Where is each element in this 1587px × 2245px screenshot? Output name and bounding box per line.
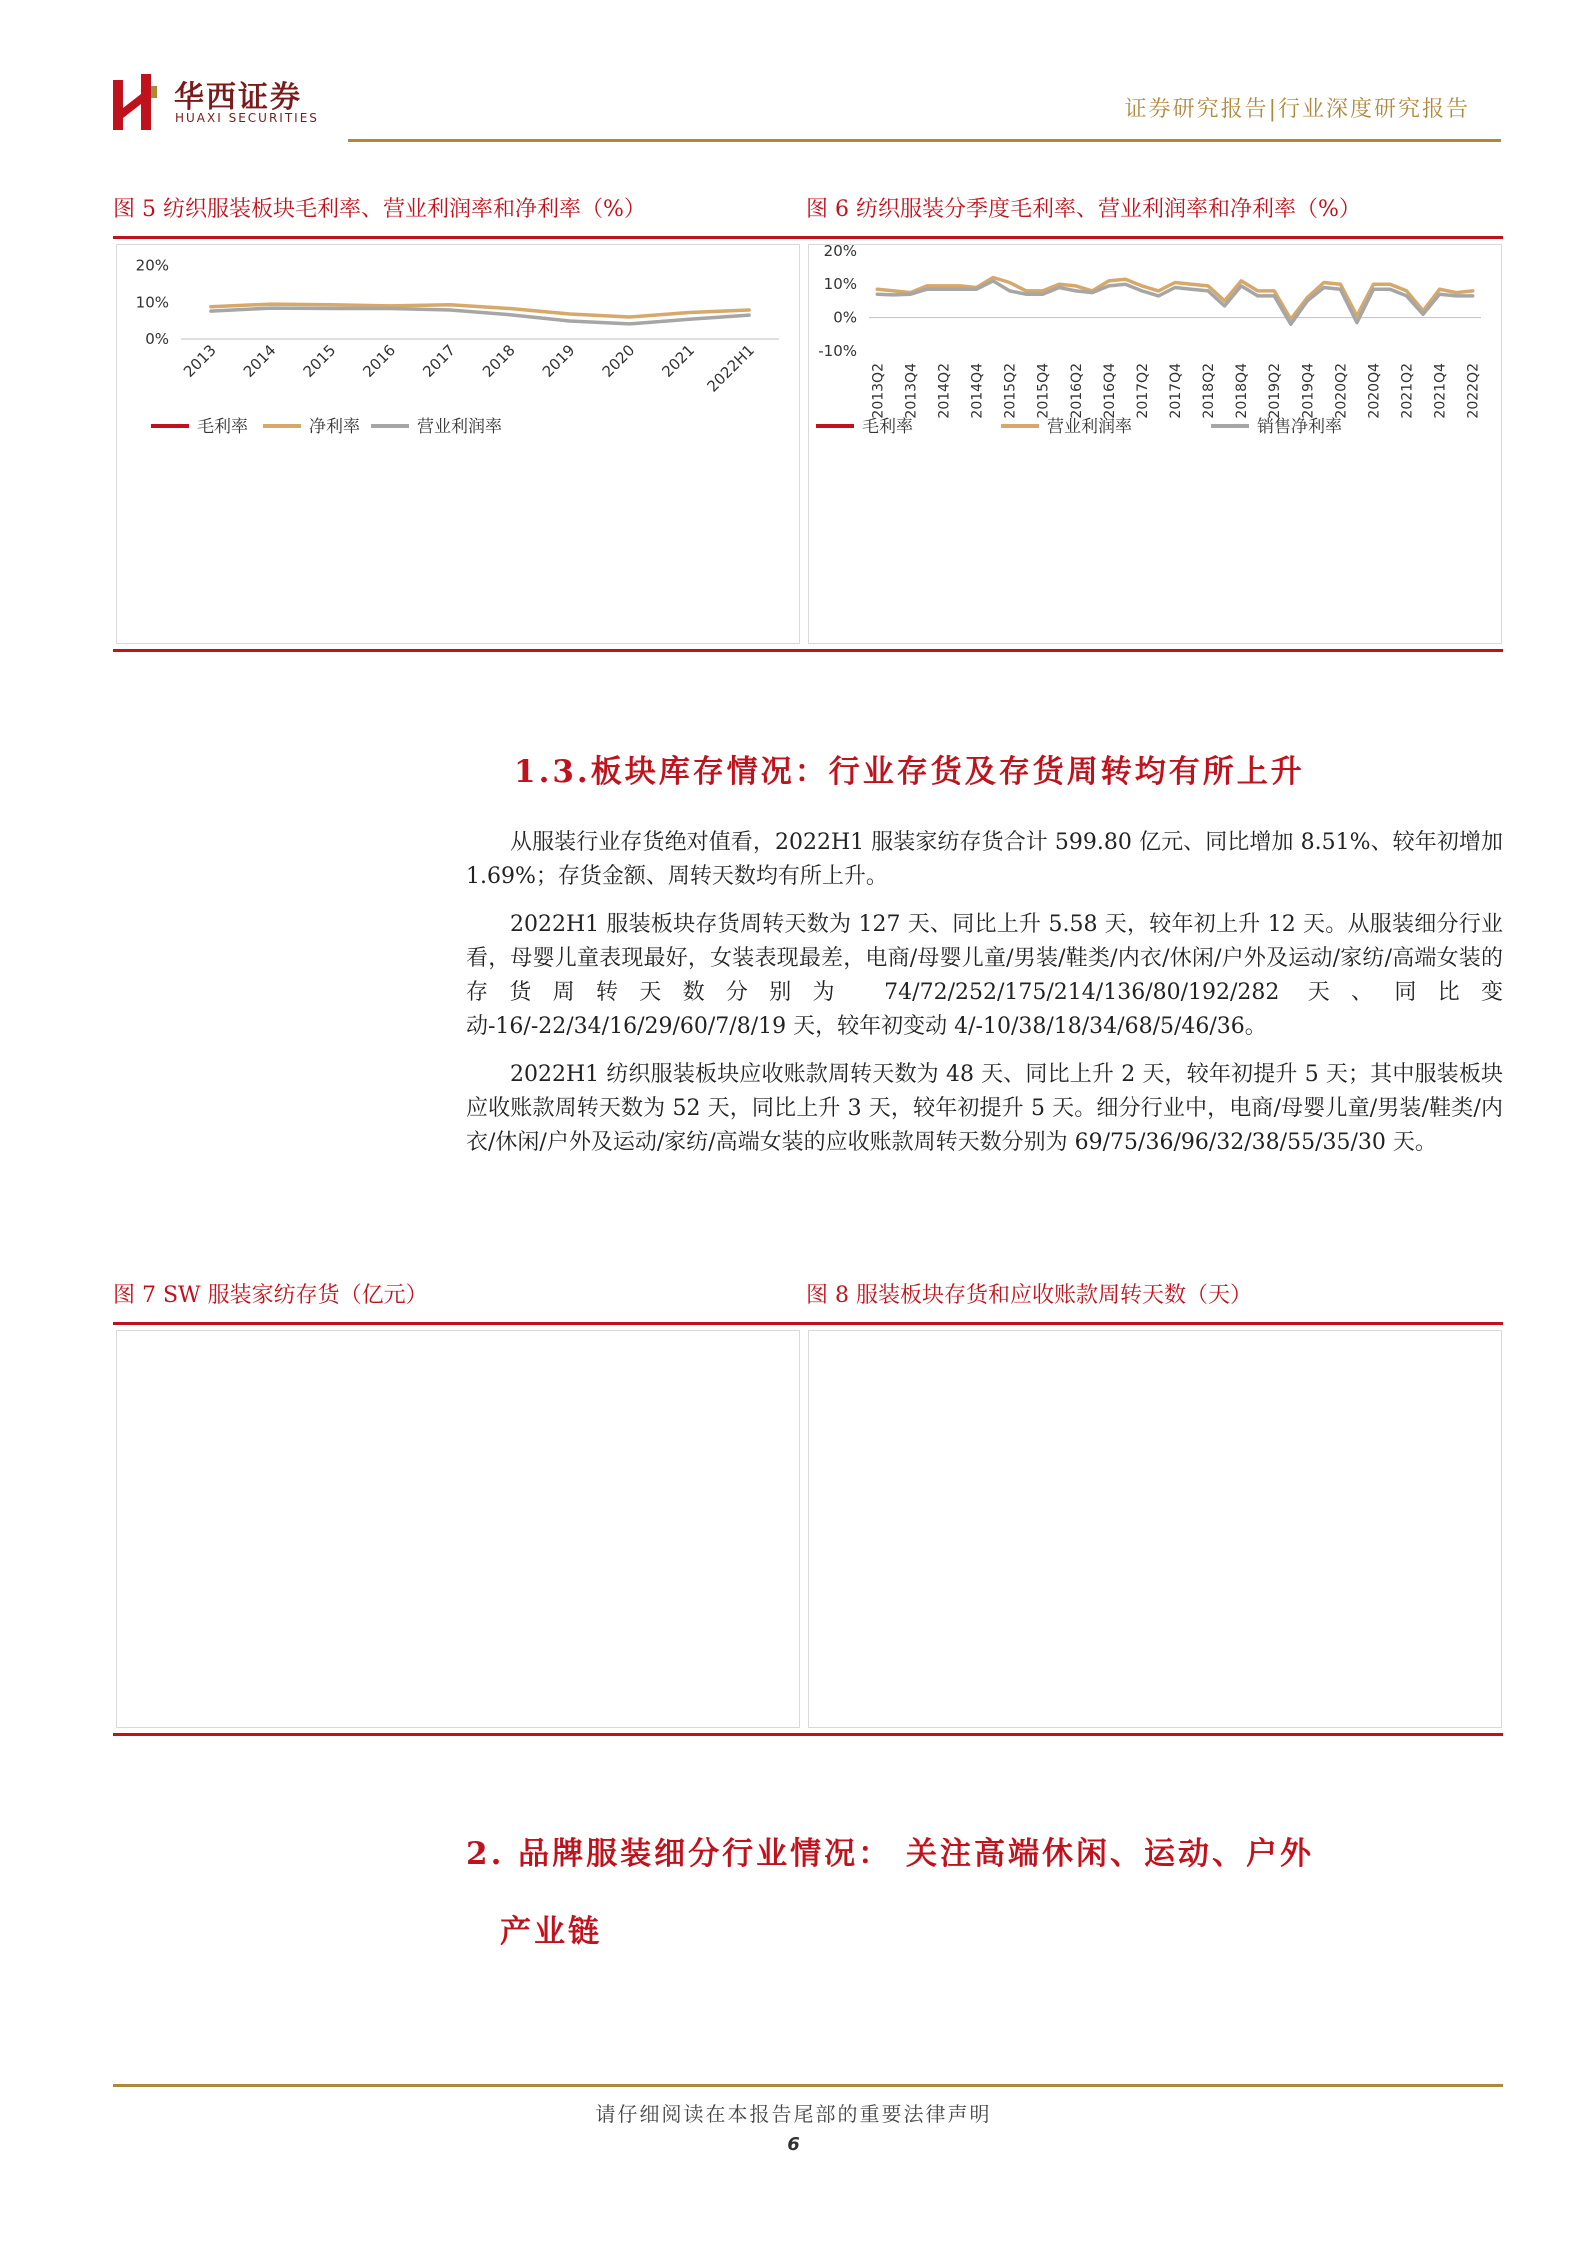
x-tick-label: 2020Q2 [1333,363,1350,419]
x-tick-label: 2021Q2 [1399,363,1416,419]
fig8-title: 图 8 服装板块存货和应收账款周转天数（天） [806,1283,1252,1308]
brand-name: 华西证券 [174,80,302,115]
x-tick-label: 2018Q4 [1234,363,1251,419]
legend-label: 营业利润率 [417,417,502,437]
x-tick-label: 2019Q2 [1267,363,1284,419]
x-tick-label: 2021 [658,341,699,381]
x-tick-label: 2020 [598,341,639,381]
y-tick-label: 0% [833,308,857,327]
x-tick-label: 2014Q4 [969,363,986,419]
y-tick-label: 10% [823,275,857,294]
footer-divider [113,2084,1503,2087]
x-tick-label: 2017 [419,341,459,381]
fig7-panel [116,1330,800,1728]
y-tick-label: 20% [135,256,169,275]
x-tick-label: 2015Q2 [1002,363,1019,419]
fig7-title: 图 7 SW 服装家纺存货（亿元） [113,1283,428,1308]
y-tick-label: 20% [823,245,857,260]
x-tick-label: 2019 [538,341,579,381]
x-tick-label: 2018 [478,341,519,381]
legal-disclaimer: 请仔细阅读在本报告尾部的重要法律声明 [595,2102,992,2126]
brand-name-en: HUAXI SECURITIES [175,111,319,125]
x-tick-label: 2014Q2 [936,363,953,419]
x-tick-label: 2014 [239,341,280,381]
series-line [211,308,749,324]
x-tick-label: 2015Q4 [1035,363,1052,419]
fig6-chart [809,245,1501,643]
section-2-title-line2: 产业链 [500,1914,602,1950]
paragraph: 2022H1 纺织服装板块应收账款周转天数为 48 天、同比上升 2 天，较年初提升 5 天；其中服装板块应收账款周转天数为 52 天，同比上升 3 天，较年初提升 5 天。细分行业中，电商/母婴儿童/男装/鞋类/内衣/休闲/户外及运动/家纺/高端女装的应收账款周转天数分别为 69/75/36/96/32/38/55/35/30 天。 [466,1062,1503,1155]
legend-label: 毛利率 [862,417,913,437]
fig5-chart [117,245,799,643]
paragraph: 从服装行业存货绝对值看，2022H1 服装家纺存货合计 599.80 亿元、同比增加 8.51%、较年初增加 1.69%；存货金额、周转天数均有所上升。 [466,830,1503,889]
fig6-title: 图 6 纺织服装分季度毛利率、营业利润率和净利率（%） [806,197,1361,222]
x-tick-label: 2015 [299,341,340,381]
x-tick-label: 2017Q2 [1134,363,1151,419]
huaxi-logo-icon [113,74,159,130]
x-tick-label: 2020Q4 [1366,363,1383,419]
y-tick-label: 0% [145,330,169,348]
legend-label: 营业利润率 [1047,417,1132,437]
x-tick-label: 2013 [179,341,220,381]
legend-label: 毛利率 [197,417,248,437]
fig6-panel [808,244,1502,644]
x-tick-label: 2022Q2 [1465,363,1482,419]
legend-label: 销售净利率 [1257,417,1342,437]
fig7-chart [117,1331,799,1727]
section-2-title-line1: 2. 品牌服装细分行业情况： 关注高端休闲、运动、户外 [466,1836,1314,1872]
x-tick-label: 2013Q4 [903,363,920,419]
y-tick-label: 10% [135,293,169,312]
paragraph: 2022H1 服装板块存货周转天数为 127 天、同比上升 5.58 天，较年初上升 12 天。从服装细分行业看，母婴儿童表现最好，女装表现最差，电商/母婴儿童/男装/鞋类/内衣/休闲/户外及运动/家纺/高端女装的存货周转天数分别为 74/72/252/175/214/136/80/192/282 天、同比变动-16/-22/34/16/29/60/7/8/19 天，较年初变动 4/-10/38/18/34/68/5/46/36。 [466,912,1503,1039]
legend-label: 净利率 [309,417,360,437]
x-tick-label: 2016Q2 [1068,363,1085,419]
y-tick-label: -10% [818,342,857,360]
fig5-panel [116,244,800,644]
x-tick-label: 2022H1 [703,341,758,396]
fig8-panel [808,1330,1502,1728]
page-number: 6 [787,2134,800,2155]
x-tick-label: 2021Q4 [1432,363,1449,419]
x-tick-label: 2013Q2 [870,363,887,419]
series-line [877,278,1472,320]
series-line [211,304,749,317]
fig5-title: 图 5 纺织服装板块毛利率、营业利润率和净利率（%） [113,197,646,222]
report-type-label: 证券研究报告|行业深度研究报告 [1124,97,1470,122]
x-tick-label: 2019Q4 [1300,363,1317,419]
section-1-3-title: 1.3.板块库存情况：行业存货及存货周转均有所上升 [514,754,1305,790]
x-tick-label: 2016 [359,341,400,381]
fig8-chart [809,1331,1501,1727]
x-tick-label: 2018Q2 [1201,363,1218,419]
section-1-3-body [466,826,1503,1174]
header-divider [348,139,1501,142]
x-tick-label: 2017Q4 [1168,363,1184,419]
x-tick-label: 2016Q4 [1101,363,1118,419]
